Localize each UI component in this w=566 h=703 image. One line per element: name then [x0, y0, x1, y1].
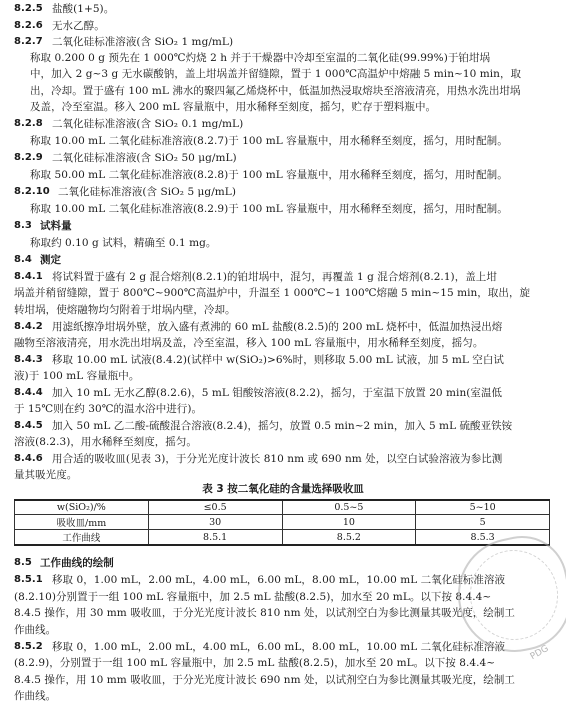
clause-number: 8.4.2 [14, 321, 43, 332]
table-row [15, 530, 550, 546]
watermark-text: PDG [528, 643, 551, 663]
clause-number: 8.2.9 [14, 152, 43, 163]
clause-text: 盐酸(1+5)。 [52, 3, 115, 15]
table-cell: ≤0.5 [148, 500, 282, 515]
table-row [15, 515, 550, 530]
clause-text: 二氧化硅标准溶液(含 SiO₂ 5 μg/mL) [58, 186, 236, 198]
clause-text: (8.2.10)分别置于一组 100 mL 容量瓶中，加 2.5 mL 盐酸(8.2.5)，加水至 20 mL。以下按 8.4.4~ [14, 591, 492, 603]
clause-text: 中，加入 2 g~3 g 无水碳酸钠，盖上坩埚盖并留缝隙，置于 1 000℃高温炉中熔融 5 min~10 min，取 [30, 68, 522, 80]
clause-number: 8.3 [14, 220, 32, 231]
table-cell: 工作曲线 [15, 530, 149, 546]
clause-number: 8.2.7 [14, 36, 43, 47]
clause-text: 移取 10.00 mL 试液(8.4.2)(试样中 w(SiO₂)>6%时，则移取 5.00 mL 试液，加 5 mL 空白试 [52, 354, 504, 366]
table-cell: 0.5~5 [282, 500, 416, 515]
table-cell: 吸收皿/mm [15, 515, 149, 530]
table-cell: 5 [416, 515, 550, 530]
clause-text: 称取 10.00 mL 二氧化硅标准溶液(8.2.7)于 100 mL 容量瓶中，用水稀释至刻度，摇匀，用时配制。 [30, 135, 508, 147]
clause-text: 转坩埚，使熔融物均匀附着于坩埚内壁，冷却。 [14, 304, 236, 316]
clause-number: 8.4.1 [14, 271, 43, 282]
clause-text: 加入 10 mL 无水乙醇(8.2.6)，5 mL 钼酸铵溶液(8.2.2)，摇匀，于室温下放置 20 min(室温低 [52, 387, 503, 399]
table-row [15, 500, 550, 515]
clause-text: 作曲线。 [14, 624, 57, 636]
clause-number: 8.4.4 [14, 387, 43, 398]
clause-text: 溶液(8.2.3)，用水稀释至刻度，摇匀。 [14, 436, 197, 448]
clause-text: 试料量 [40, 220, 72, 232]
clause-number: 8.5 [14, 557, 32, 568]
clause-text: 称取 0.200 0 g 预先在 1 000℃灼烧 2 h 并于干燥器中冷却至室温的二氧化硅(99.99%)于铂坩埚 [30, 52, 491, 64]
clause-number: 8.4.5 [14, 420, 43, 431]
table-cell: 8.5.1 [148, 530, 282, 546]
clause-text: 8.4.5 操作，用 30 mm 吸收皿，于分光光度计波长 810 nm 处，以试剂空白为参比测量其吸光度，绘制工 [14, 607, 515, 619]
clause-text: 及盖，冷至室温。移入 200 mL 容量瓶中，用水稀释至刻度，摇匀，贮存于塑料瓶中。 [30, 101, 437, 113]
clause-text: 将试料置于盛有 2 g 混合熔剂(8.2.1)的铂坩埚中，混匀，再覆盖 1 g 混合熔剂(8.2.1)，盖上坩 [52, 271, 497, 283]
clause-text: 称取 50.00 mL 二氧化硅标准溶液(8.2.8)于 100 mL 容量瓶中，用水稀释至刻度，摇匀，用时配制。 [30, 169, 508, 181]
clause-text: (8.2.9)，分别置于一组 100 mL 容量瓶中，加 2.5 mL 盐酸(8.2.5)，加水至 20 mL。以下按 8.4.4~ [14, 657, 496, 669]
clause-text: 二氧化硅标准溶液(含 SiO₂ 50 μg/mL) [52, 152, 237, 164]
clause-text: 量其吸光度。 [14, 469, 78, 481]
clause-number: 8.5.1 [14, 574, 43, 585]
clause-text: 出，冷却。置于盛有 100 mL 沸水的聚四氟乙烯烧杯中，低温加热浸取熔块至溶液清亮，用热水洗出坩埚 [30, 85, 521, 97]
clause-text: 用滤纸擦净坩埚外壁，放入盛有煮沸的 60 mL 盐酸(8.2.5)的 200 mL 烧杯中，低温加热浸出熔 [52, 321, 503, 333]
clause-text: 用合适的吸收皿(见表 3)，于分光光度计波长 810 nm 或 690 nm 处，以空白试验溶液为参比测 [52, 453, 503, 465]
table-cell: 8.5.2 [282, 530, 416, 546]
clause-text: 工作曲线的绘制 [40, 557, 114, 569]
clause-number: 8.4 [14, 254, 32, 265]
table-cell: 30 [148, 515, 282, 530]
clause-number: 8.2.8 [14, 118, 43, 129]
clause-text: 无水乙醇。 [52, 20, 105, 32]
clause-text: 称取 10.00 mL 二氧化硅标准溶液(8.2.9)于 100 mL 容量瓶中，用水稀释至刻度，摇匀，用时配制。 [30, 203, 508, 215]
clause-number: 8.2.6 [14, 20, 43, 31]
clause-text: 作曲线。 [14, 690, 57, 702]
clause-text: 二氧化硅标准溶液(含 SiO₂ 1 mg/mL) [52, 36, 234, 48]
clause-number: 8.4.6 [14, 453, 43, 464]
table-cell: 8.5.3 [416, 530, 550, 546]
table-cell: w(SiO₂)/% [15, 500, 149, 515]
clause-number: 8.5.2 [14, 641, 43, 652]
table-cell: 10 [282, 515, 416, 530]
clause-text: 液)于 100 mL 容量瓶中。 [14, 370, 140, 382]
clause-text: 融物至溶液清亮，用水洗出坩埚及盖，冷至室温，移入 100 mL 容量瓶中，用水稀释至刻度，摇匀。 [14, 337, 484, 349]
clause-text: 加入 50 mL 乙二酸-硫酸混合溶液(8.2.4)，摇匀，放置 0.5 min~2 min，加入 5 mL 硫酸亚铁铵 [52, 420, 513, 432]
clause-number: 8.4.3 [14, 354, 43, 365]
clause-number: 8.2.5 [14, 3, 43, 14]
clause-text: 8.4.5 操作，用 10 mm 吸收皿，于分光光度计波长 690 nm 处，以试剂空白为参比测量其吸光度，绘制工 [14, 674, 515, 686]
clause-text: 埚盖并稍留缝隙，置于 800℃~900℃高温炉中，升温至 1 000℃~1 100℃熔融 5 min~15 min，取出，旋 [14, 287, 531, 299]
table-cell: 5~10 [416, 500, 550, 515]
table-3 [14, 499, 550, 546]
clause-number: 8.2.10 [14, 186, 50, 197]
clause-text: 测定 [40, 254, 62, 266]
table-caption: 表 3 按二氧化硅的含量选择吸收皿 [202, 483, 364, 495]
clause-text: 称取约 0.10 g 试料，精确至 0.1 mg。 [30, 237, 217, 249]
clause-text: 二氧化硅标准溶液(含 SiO₂ 0.1 mg/mL) [52, 118, 244, 130]
clause-text: 移取 0，1.00 mL，2.00 mL，4.00 mL，6.00 mL，8.00 mL，10.00 mL 二氧化硅标准溶液 [52, 574, 506, 586]
clause-text: 移取 0，1.00 mL，2.00 mL，4.00 mL，6.00 mL，8.00 mL，10.00 mL 二氧化硅标准溶液 [52, 641, 506, 653]
clause-text: 于 15℃则在约 30℃的温水浴中进行)。 [14, 403, 203, 415]
